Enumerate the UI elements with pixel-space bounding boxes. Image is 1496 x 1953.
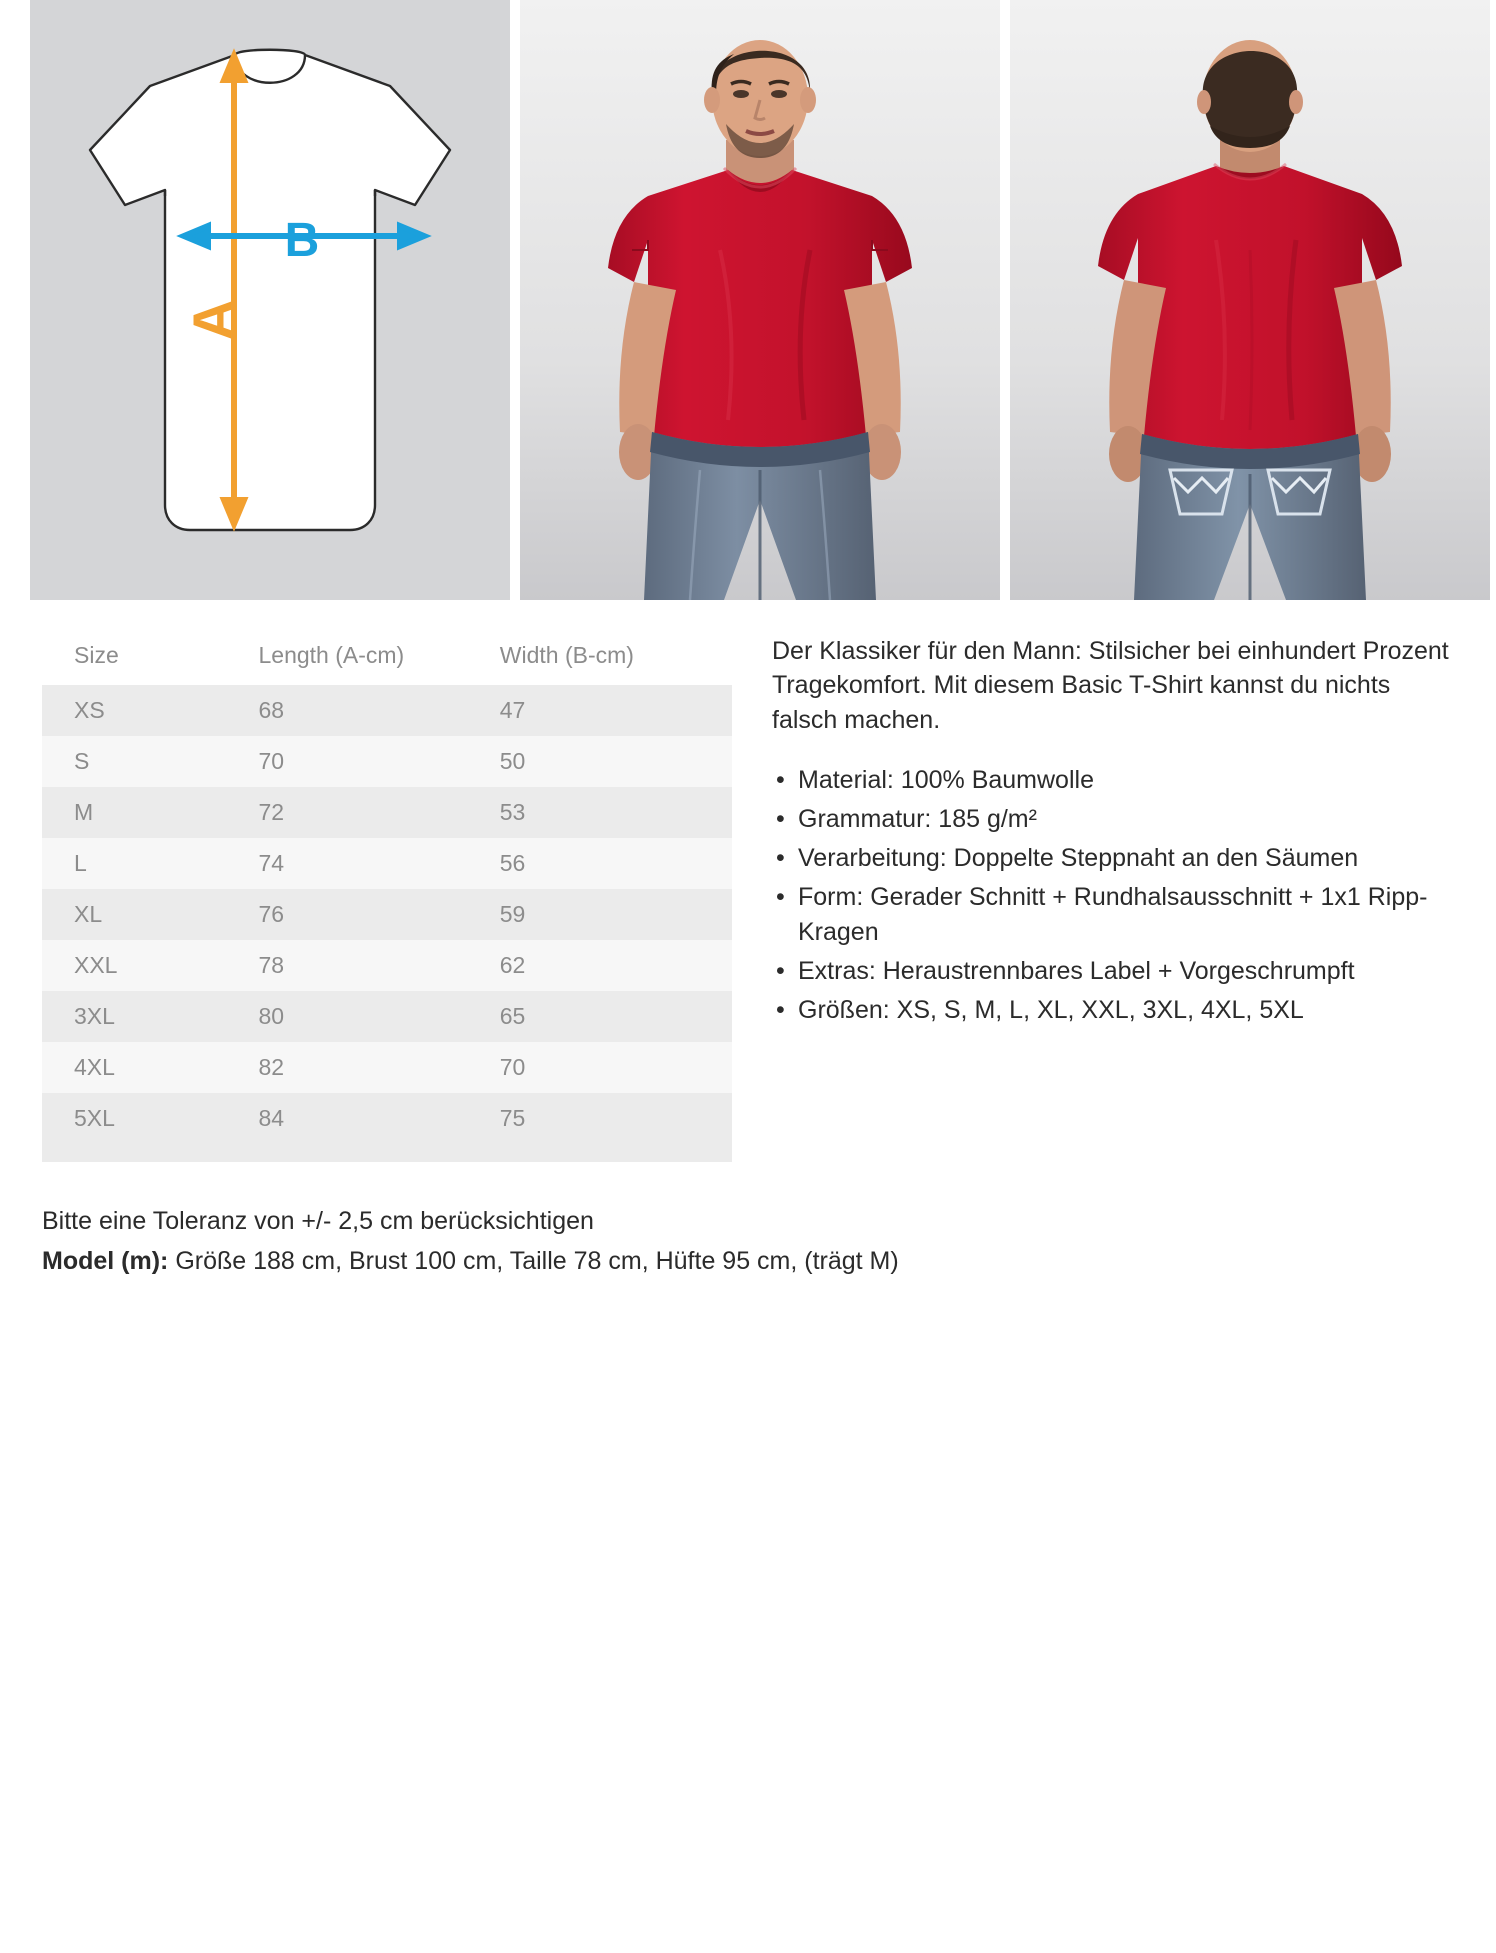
table-row	[42, 1042, 732, 1093]
cell-size: 4XL	[74, 1054, 115, 1080]
product-description	[772, 628, 1454, 1162]
model-front-illustration	[520, 0, 1000, 600]
cell-size: S	[74, 748, 90, 774]
cell-width: 70	[499, 1054, 526, 1080]
header-length: Length (A-cm)	[258, 642, 405, 668]
tshirt-diagram-icon	[30, 0, 510, 600]
feature-list	[772, 763, 1454, 1028]
size-chart-table	[42, 628, 732, 1144]
list-item: • Grammatur: 185 g/m²	[772, 802, 1454, 837]
cell-size: 3XL	[74, 1003, 115, 1029]
table-bottom-strip	[42, 1144, 732, 1162]
cell-size: XXL	[74, 952, 118, 978]
size-table-body	[42, 685, 732, 1144]
cell-size: L	[74, 850, 87, 876]
cell-length: 82	[258, 1054, 285, 1080]
cell-length: 84	[258, 1105, 285, 1131]
cell-length: 70	[258, 748, 285, 774]
cell-length: 80	[258, 1003, 285, 1029]
product-image-strip	[0, 0, 1496, 600]
cell-length: 74	[258, 850, 285, 876]
cell-length: 78	[258, 952, 285, 978]
measurement-notes	[0, 1162, 1496, 1281]
list-item: • Material: 100% Baumwolle	[772, 763, 1454, 798]
list-item: • Größen: XS, S, M, L, XL, XXL, 3XL, 4XL, 5XL	[772, 993, 1454, 1028]
table-row	[42, 889, 732, 940]
product-details-area	[0, 600, 1496, 1162]
size-diagram-panel	[30, 0, 510, 600]
model-measurements: Größe 188 cm, Brust 100 cm, Taille 78 cm, Hüfte 95 cm, (trägt M)	[168, 1246, 899, 1275]
cell-size: M	[74, 799, 94, 825]
table-row	[42, 787, 732, 838]
cell-width: 47	[499, 697, 526, 723]
cell-width: 53	[499, 799, 526, 825]
table-row	[42, 991, 732, 1042]
cell-length: 72	[258, 799, 285, 825]
table-row	[42, 1093, 732, 1144]
tolerance-note: Bitte eine Toleranz von +/- 2,5 cm berücksichtigen	[42, 1207, 594, 1235]
table-row	[42, 940, 732, 991]
model-front-photo	[520, 0, 1000, 600]
model-back-photo	[1010, 0, 1490, 600]
list-item: • Extras: Heraustrennbares Label + Vorgeschrumpft	[772, 954, 1454, 989]
cell-width: 62	[499, 952, 526, 978]
diagram-label-a: A	[182, 299, 247, 341]
cell-length: 76	[258, 901, 285, 927]
table-header-row	[42, 628, 732, 685]
model-note	[42, 1242, 1454, 1282]
diagram-label-b: B	[284, 214, 320, 267]
size-table-head	[42, 628, 732, 685]
cell-width: 56	[499, 850, 526, 876]
cell-size: XL	[74, 901, 103, 927]
table-row	[42, 685, 732, 736]
description-intro: Der Klassiker für den Mann: Stilsicher bei einhundert Prozent Tragekomfort. Mit diesem Basic T-Shirt kannst du nichts falsch machen.	[772, 637, 1449, 734]
cell-size: XS	[74, 697, 105, 723]
cell-length: 68	[258, 697, 285, 723]
cell-width: 50	[499, 748, 526, 774]
model-label: Model (m):	[42, 1246, 169, 1275]
list-item: • Form: Gerader Schnitt + Rundhalsausschnitt + 1x1 Ripp-Kragen	[772, 880, 1454, 950]
list-item: • Verarbeitung: Doppelte Steppnaht an den Säumen	[772, 841, 1454, 876]
header-width: Width (B-cm)	[499, 642, 634, 668]
header-size: Size	[74, 642, 119, 668]
cell-size: 5XL	[74, 1105, 115, 1131]
cell-width: 65	[499, 1003, 526, 1029]
table-row	[42, 838, 732, 889]
cell-width: 75	[499, 1105, 526, 1131]
table-row	[42, 736, 732, 787]
model-back-illustration	[1010, 0, 1490, 600]
cell-width: 59	[499, 901, 526, 927]
size-table-wrapper	[42, 628, 732, 1162]
